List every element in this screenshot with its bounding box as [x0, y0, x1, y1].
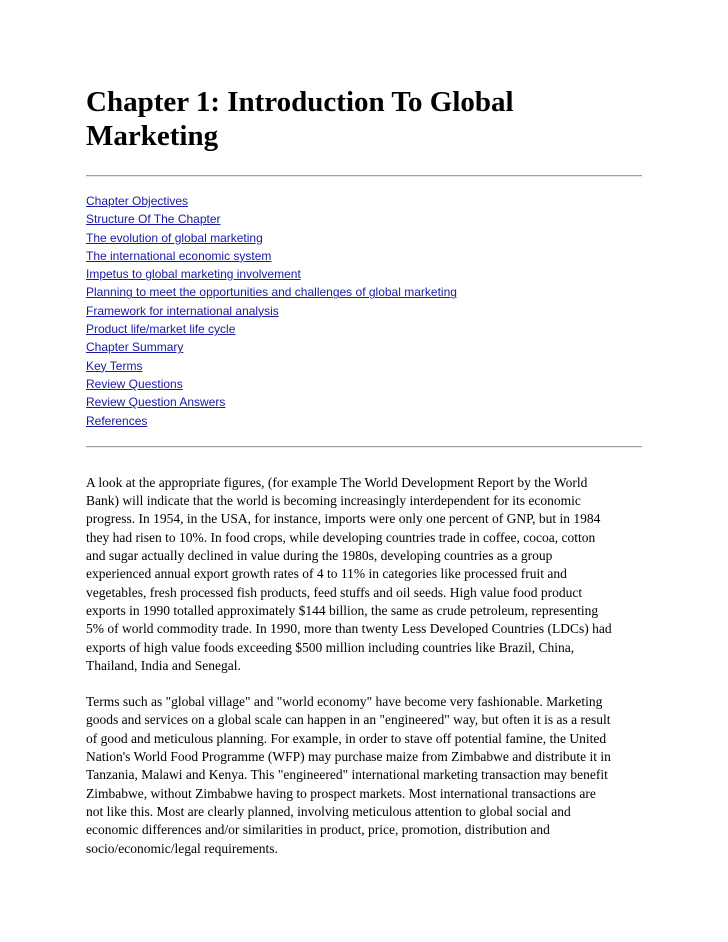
paragraph-line: A look at the appropriate figures, (for example The World Development Report by the World: [86, 474, 588, 490]
table-of-contents: [86, 192, 642, 430]
toc-item: [86, 247, 642, 265]
page-title-line-1: Chapter 1: Introduction To Global: [86, 86, 514, 118]
horizontal-rule-top: [86, 175, 642, 177]
paragraph-line: Zimbabwe, without Zimbabwe having to prospect markets. Most international transactions are: [86, 785, 596, 801]
toc-link-impetus-to-global-marketing[interactable]: Impetus to global marketing involvement: [86, 267, 301, 282]
toc-item: [86, 283, 642, 301]
toc-link-references[interactable]: References: [86, 413, 148, 428]
toc-link-review-questions[interactable]: Review Questions: [86, 376, 183, 391]
toc-link-chapter-objectives[interactable]: Chapter Objectives: [86, 194, 189, 208]
paragraph-line: goods and services on a global scale can happen in an "engineered" way, but often it is as a result: [86, 712, 611, 728]
paragraph-line: exports of high value foods exceeding $500 million including countries like Brazil, China,: [86, 639, 575, 655]
paragraph-line: Bank) will indicate that the world is becoming increasingly interdependent for its economic: [86, 493, 581, 509]
toc-item: [86, 265, 642, 283]
paragraph-line: Terms such as "global village" and "world economy" have become very fashionable. Marketing: [86, 694, 603, 710]
document-page: [86, 85, 642, 858]
paragraph-line: vegetables, fresh processed fish products, feed stuffs and oil seeds. High value food product: [86, 584, 583, 600]
toc-item: [86, 229, 642, 247]
toc-item: [86, 192, 642, 210]
paragraph-line: of good and meticulous planning. For example, in order to stave off potential famine, the United: [86, 730, 607, 746]
toc-item: [86, 320, 642, 338]
paragraph-line: not like this. Most are clearly planned, involving meticulous attention to global social and: [86, 803, 571, 819]
paragraph-line: and sugar actually declined in value during the 1980s, developing countries as a group: [86, 548, 553, 564]
toc-link-chapter-summary[interactable]: Chapter Summary: [86, 340, 184, 355]
page-title: [86, 85, 642, 153]
toc-item: [86, 393, 642, 411]
toc-link-planning-opportunities-challenges[interactable]: Planning to meet the opportunities and challenges of global marketing: [86, 285, 457, 300]
page-title-line-2: Marketing: [86, 120, 219, 152]
toc-item: [86, 302, 642, 320]
toc-item: [86, 412, 642, 430]
body-paragraph-2: [86, 693, 642, 858]
toc-link-evolution-of-global-marketing[interactable]: The evolution of global marketing: [86, 230, 263, 245]
paragraph-line: Nation's World Food Programme (WFP) may purchase maize from Zimbabwe and distribute it in: [86, 749, 611, 765]
toc-item: [86, 357, 642, 375]
paragraph-line: experienced annual export growth rates of 4 to 11% in categories like processed fruit and: [86, 566, 567, 582]
paragraph-line: economic differences and/or similarities in product, price, promotion, distribution and: [86, 822, 550, 838]
toc-item: [86, 210, 642, 228]
toc-item: [86, 338, 642, 356]
toc-link-key-terms[interactable]: Key Terms: [86, 358, 143, 373]
toc-item: [86, 375, 642, 393]
toc-link-review-question-answers[interactable]: Review Question Answers: [86, 395, 226, 410]
paragraph-line: Thailand, India and Senegal.: [86, 657, 241, 673]
body-paragraph-1: [86, 474, 642, 675]
paragraph-line: Tanzania, Malawi and Kenya. This "engineered" international marketing transaction may benefit: [86, 767, 608, 783]
toc-link-product-life-market-life-cycle[interactable]: Product life/market life cycle: [86, 322, 236, 337]
toc-link-framework-international-analysis[interactable]: Framework for international analysis: [86, 303, 279, 318]
toc-link-international-economic-system[interactable]: The international economic system: [86, 248, 272, 263]
paragraph-line: they had risen to 10%. In food crops, while developing countries trade in coffee, cocoa, cotton: [86, 529, 596, 545]
toc-link-structure-of-the-chapter[interactable]: Structure Of The Chapter: [86, 212, 221, 227]
paragraph-line: progress. In 1954, in the USA, for instance, imports were only one percent of GNP, but in 1984: [86, 511, 601, 527]
paragraph-line: socio/economic/legal requirements.: [86, 840, 278, 856]
horizontal-rule-bottom: [86, 446, 642, 448]
paragraph-line: 5% of world commodity trade. In 1990, more than twenty Less Developed Countries (LDCs) had: [86, 621, 612, 637]
paragraph-line: exports in 1990 totalled approximately $144 billion, the same as crude petroleum, representing: [86, 602, 599, 618]
